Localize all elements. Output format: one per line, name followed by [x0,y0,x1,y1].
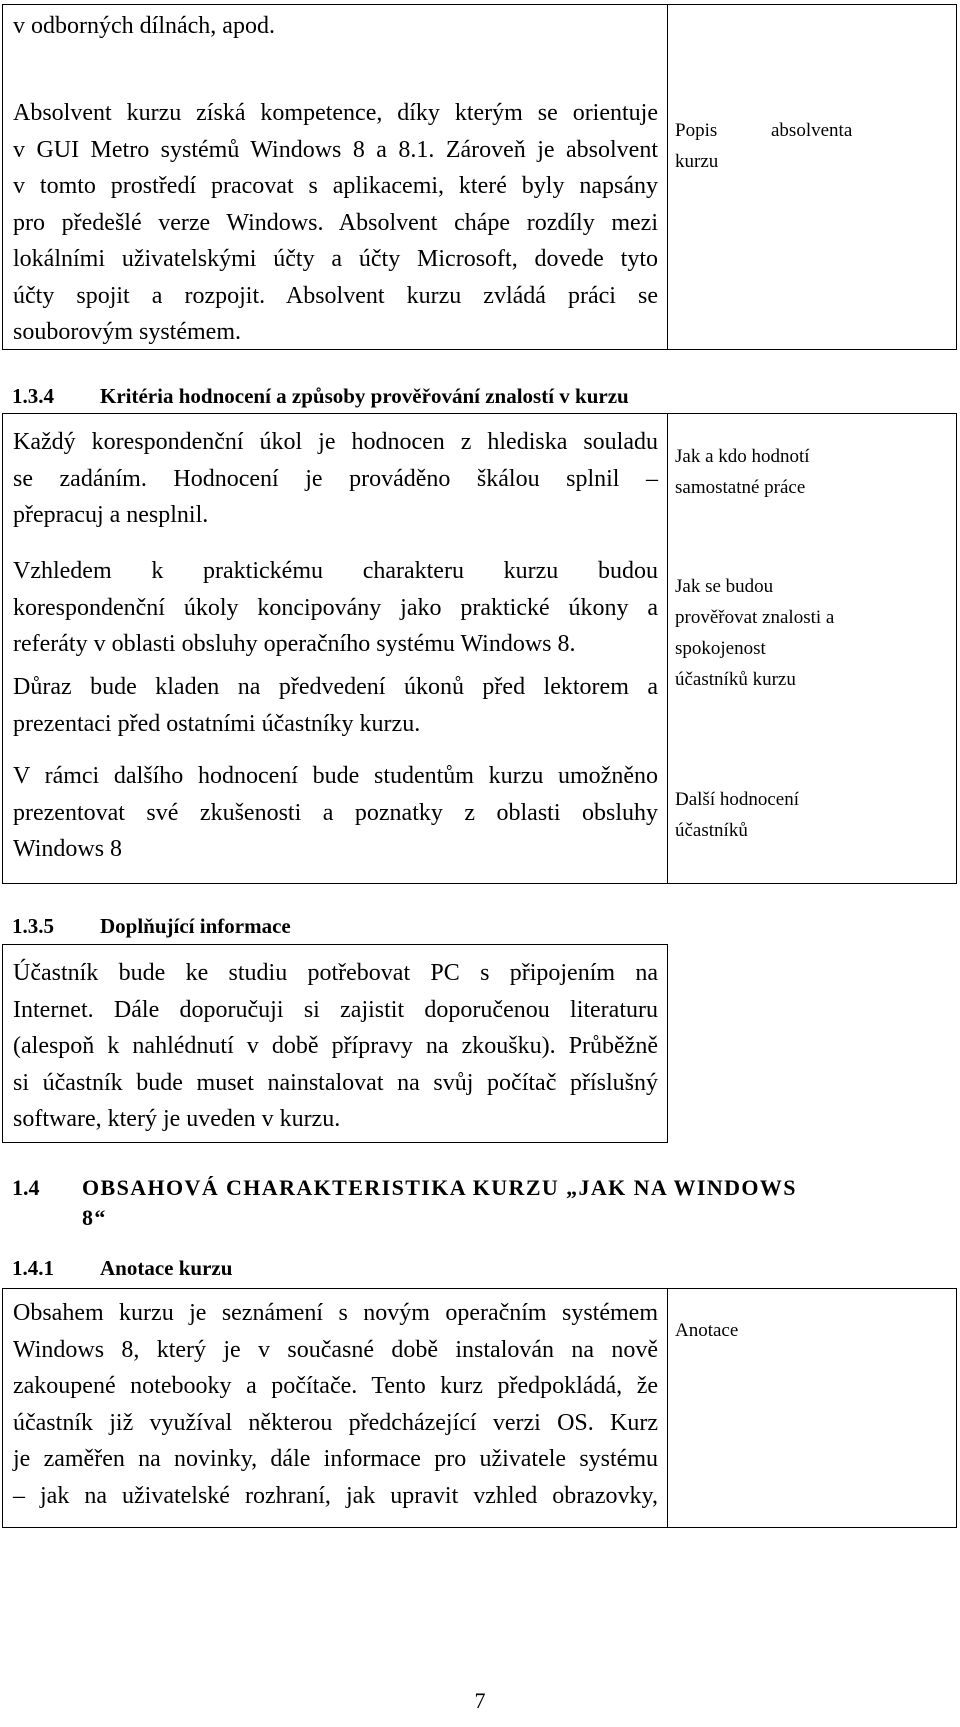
section-heading-1-3-4 [12,383,629,409]
label-who-evaluates [675,441,810,503]
label-annotation: Anotace [675,1320,739,1341]
text-line: souborovým systémem. [13,319,241,345]
text-line: Absolvent kurzu získá kompetence, díky kterým se orientuje [13,100,658,126]
label-line: účastníků [675,820,748,841]
text-line: je zaměřen na novinky, dále informace pro uživatele systému [13,1446,658,1472]
side-label-kurzu: kurzu [675,151,719,172]
graduate-description-box [2,4,957,350]
graduate-description-text [13,95,658,351]
section-heading-1-3-5 [12,913,291,939]
text-line: účastník již využíval některou předcházející verzi OS. Kurz [13,1409,658,1436]
assessment-label-cell [668,414,956,883]
label-line: Jak se budou [675,576,774,597]
section-title: Kritéria hodnocení a způsoby prověřování znalostí v kurzu [100,384,629,408]
graduate-description-label-cell [668,5,956,349]
chapter-title-line2: 8“ [82,1205,107,1230]
additional-info-box [2,944,668,1143]
chapter-number: 1.4 [12,1175,40,1200]
text-line: v tomto prostředí pracovat s aplikacemi, které byly napsány [13,173,658,199]
text-line: – jak na uživatelské rozhraní, jak upravit vzhled obrazovky, [13,1482,658,1509]
course-annotation-box [2,1288,957,1528]
text-line: Windows 8 [13,836,123,862]
label-line: účastníků kurzu [675,669,796,690]
section-title: Anotace kurzu [100,1256,233,1280]
graduate-description-cell [3,5,668,349]
label-line: spokojenost [675,638,766,659]
assessment-paragraph-1 [13,424,658,534]
additional-info-text [13,955,658,1138]
text-line: referáty v oblasti obsluhy operačního systému Windows 8. [13,631,576,657]
text-line: Internet. Dále doporučuji si zajistit doporučenou literaturu [13,996,658,1023]
label-line: Další hodnocení [675,789,800,810]
text-line: Důraz bude kladen na předvedení úkonů před lektorem a [13,674,658,700]
label-line: prověřovat znalosti a [675,607,835,628]
text-line: prezentovat své zkušenosti a poznatky z oblasti obsluhy [13,799,658,826]
side-label-absolventa: absolventa [771,120,853,141]
text-line: se zadáním. Hodnocení je prováděno škálou splnil – [13,465,658,492]
text-line: Účastník bude ke studiu potřebovat PC s připojením na [13,960,658,986]
annotation-label-cell [668,1289,956,1527]
text-line: v odborných dílnách, apod. [13,13,275,39]
chapter-title-line1: OBSAHOVÁ CHARAKTERISTIKA KURZU „JAK NA WINDOWS [82,1175,797,1200]
text-line: účty spojit a rozpojit. Absolvent kurzu zvládá práci se [13,282,658,309]
label-how-verify [675,571,834,695]
text-line: Windows 8, který je v současné době instalován na nově [13,1336,658,1363]
text-line: Obsahem kurzu je seznámení s novým operačním systémem [13,1300,658,1326]
annotation-text [13,1295,658,1514]
text-line: v GUI Metro systémů Windows 8 a 8.1. Zároveň je absolvent [13,136,658,163]
label-line: Jak a kdo hodnotí [675,446,810,467]
chapter-heading-1-4 [12,1173,952,1233]
text-line: korespondenční úkoly koncipovány jako praktické úkony a [13,594,658,621]
assessment-criteria-box [2,413,957,884]
annotation-main-cell [3,1289,668,1527]
text-line: (alespoň k nahlédnutí v době přípravy na zkoušku). Průběžně [13,1033,658,1059]
text-line: software, který je uveden v kurzu. [13,1106,341,1132]
page-number: 7 [474,1688,486,1713]
assessment-main-cell [3,414,668,883]
text-line: Vzhledem k praktickému charakteru kurzu budou [13,558,658,584]
text-line: lokálními uživatelskými účty a účty Microsoft, dovede tyto [13,246,658,272]
assessment-paragraph-3 [13,669,658,742]
text-line: pro předešlé verze Windows. Absolvent chápe rozdíly mezi [13,209,658,236]
section-heading-1-4-1 [12,1255,232,1281]
assessment-paragraph-4 [13,758,658,868]
label-other-evaluation [675,784,799,846]
text-line: Každý korespondenční úkol je hodnocen z hlediska souladu [13,429,658,455]
section-title: Doplňující informace [100,914,291,938]
text-line: V rámci dalšího hodnocení bude studentům kurzu umožněno [13,763,658,789]
text-line: prezentaci před ostatními účastníky kurzu. [13,710,421,737]
box1-lead [13,8,658,45]
text-line: přepracuj a nesplnil. [13,502,209,528]
text-line: zakoupené notebooky a počítače. Tento kurz předpokládá, že [13,1373,658,1399]
section-number: 1.3.4 [12,384,54,408]
label-line: samostatné práce [675,477,806,498]
assessment-paragraph-2 [13,553,658,663]
section-number: 1.4.1 [12,1256,54,1280]
section-number: 1.3.5 [12,914,54,938]
text-line: si účastník bude muset nainstalovat na svůj počítač příslušný [13,1069,658,1096]
side-label-popis: Popis [675,120,718,141]
